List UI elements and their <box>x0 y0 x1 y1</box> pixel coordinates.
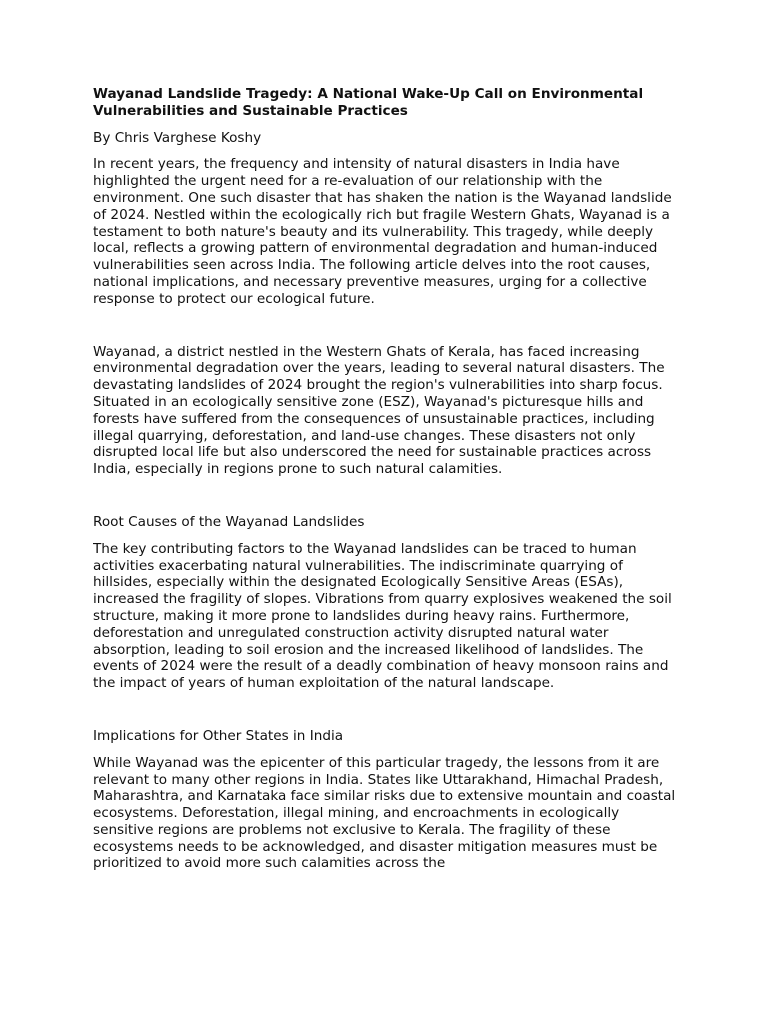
paragraph-spacer <box>93 318 683 344</box>
background-paragraph: Wayanad, a district nestled in the Western Ghats of Kerala, has faced increasing environmental degradation over the years, leading to several natural disasters. The devastating landslides of 2024 brought the region's vulnerabilities into sharp focus. Situated in an ecologically sensitive zone (ESZ), Wayanad's picturesque hills and forests have suffered from the consequences of unsustainable practices, including illegal quarrying, deforestation, and land-use changes. These disasters not only disrupted local life but also underscored the need for sustainable practices across India, especially in regions prone to such natural calamities. <box>93 343 665 478</box>
section-body-implications: While Wayanad was the epicenter of this particular tragedy, the lessons from it are relevant to many other regions in India. States like Uttarakhand, Himachal Pradesh, Maharashtra, and Karnataka face similar risks due to extensive mountain and coastal ecosystems. Deforestation, illegal mining, and encroachments in ecologically sensitive regions are problems not exclusive to Kerala. The fragility of these ecosystems needs to be acknowledged, and disaster mitigation measures must be prioritized to avoid more such calamities across the <box>93 754 676 872</box>
section-heading-implications: Implications for Other States in India <box>93 727 344 744</box>
paragraph-spacer <box>93 702 683 728</box>
article-title: Wayanad Landslide Tragedy: A National Wake-Up Call on Environmental Vulnerabilities and Sustainable Practices <box>93 86 644 119</box>
paragraph-spacer <box>93 488 683 514</box>
document-body <box>93 86 683 981</box>
article-byline: By Chris Varghese Koshy <box>93 129 262 146</box>
document-page <box>93 86 683 981</box>
section-heading-root-causes: Root Causes of the Wayanad Landslides <box>93 513 365 530</box>
section-body-root-causes: The key contributing factors to the Wayanad landslides can be traced to human activities exacerbating natural vulnerabilities. The indiscriminate quarrying of hillsides, especially within the designated Ecologically Sensitive Areas (ESAs), increased the fragility of slopes. Vibrations from quarry explosives weakened the soil structure, making it more prone to landslides during heavy rains. Furthermore, deforestation and unregulated construction activity disrupted natural water absorption, leading to soil erosion and the increased likelihood of landslides. The events of 2024 were the result of a deadly combination of heavy monsoon rains and the impact of years of human exploitation of the natural landscape. <box>93 540 672 692</box>
intro-paragraph: In recent years, the frequency and intensity of natural disasters in India have highlighted the urgent need for a re-evaluation of our relationship with the environment. One such disaster that has shaken the nation is the Wayanad landslide of 2024. Nestled within the ecologically rich but fragile Western Ghats, Wayanad is a testament to both nature's beauty and its vulnerability. This tragedy, while deeply local, reflects a growing pattern of environmental degradation and human-induced vulnerabilities seen across India. The following article delves into the root causes, national implications, and necessary preventive measures, urging for a collective response to protect our ecological future. <box>93 156 672 307</box>
